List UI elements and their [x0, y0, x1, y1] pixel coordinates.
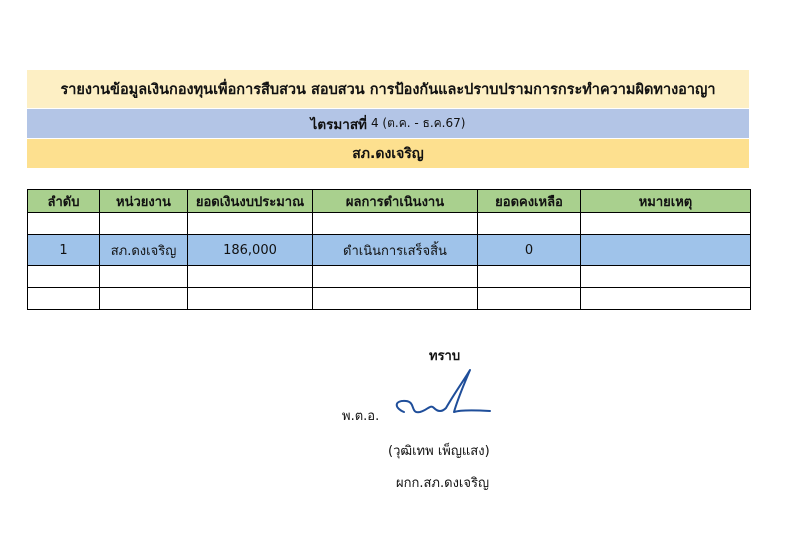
cell-remark [581, 235, 751, 266]
signer-position: ผกก.สภ.ดงเจริญ [396, 476, 490, 491]
cell-budget [188, 213, 313, 235]
col-header-budget: ยอดเงินงบประมาณ [188, 190, 313, 213]
cell-result [313, 266, 478, 288]
table-row [28, 235, 751, 266]
cell-result [313, 288, 478, 310]
cell-result [313, 213, 478, 235]
cell-balance [478, 288, 581, 310]
cell-order [28, 288, 100, 310]
station-heading [27, 139, 749, 168]
cell-balance [478, 266, 581, 288]
cell-balance: 0 [478, 235, 581, 266]
cell-remark [581, 288, 751, 310]
quarter-label: ไตรมาสที่ [310, 116, 367, 133]
cell-budget: 186,000 [188, 235, 313, 266]
budget-table [27, 189, 751, 310]
cell-unit: สภ.ดงเจริญ [100, 235, 188, 266]
col-header-balance: ยอดคงเหลือ [478, 190, 581, 213]
cell-order [28, 213, 100, 235]
col-header-order: ลำดับ [28, 190, 100, 213]
cell-balance [478, 213, 581, 235]
cell-unit [100, 266, 188, 288]
quarter-detail: 4 (ต.ค. - ธ.ค.67) [370, 116, 466, 130]
table-row [28, 288, 751, 310]
cell-unit [100, 288, 188, 310]
cell-remark [581, 266, 751, 288]
cell-remark [581, 213, 751, 235]
signer-rank: พ.ต.อ. [342, 409, 380, 424]
table-row [28, 266, 751, 288]
cell-order: 1 [28, 235, 100, 266]
cell-budget [188, 288, 313, 310]
cell-unit [100, 213, 188, 235]
col-header-remark: หมายเหตุ [581, 190, 751, 213]
quarter-heading [27, 109, 749, 138]
report-title [27, 70, 749, 108]
station-name: สภ.ดงเจริญ [352, 145, 424, 162]
table-row [28, 213, 751, 235]
cell-budget [188, 266, 313, 288]
col-header-result: ผลการดำเนินงาน [313, 190, 478, 213]
table-header-row [28, 190, 751, 213]
acknowledge-text: ทราบ [429, 349, 461, 364]
report-title-text: รายงานข้อมูลเงินกองทุนเพื่อการสืบสวน สอบสวน การป้องกันและปราบปรามการกระทำความผิดทางอาญา [60, 81, 716, 98]
signer-name: (วุฒิเทพ เพ็ญแสง) [388, 444, 490, 459]
handwritten-signature [384, 368, 494, 422]
cell-result: ดำเนินการเสร็จสิ้น [313, 235, 478, 266]
col-header-unit: หน่วยงาน [100, 190, 188, 213]
cell-order [28, 266, 100, 288]
